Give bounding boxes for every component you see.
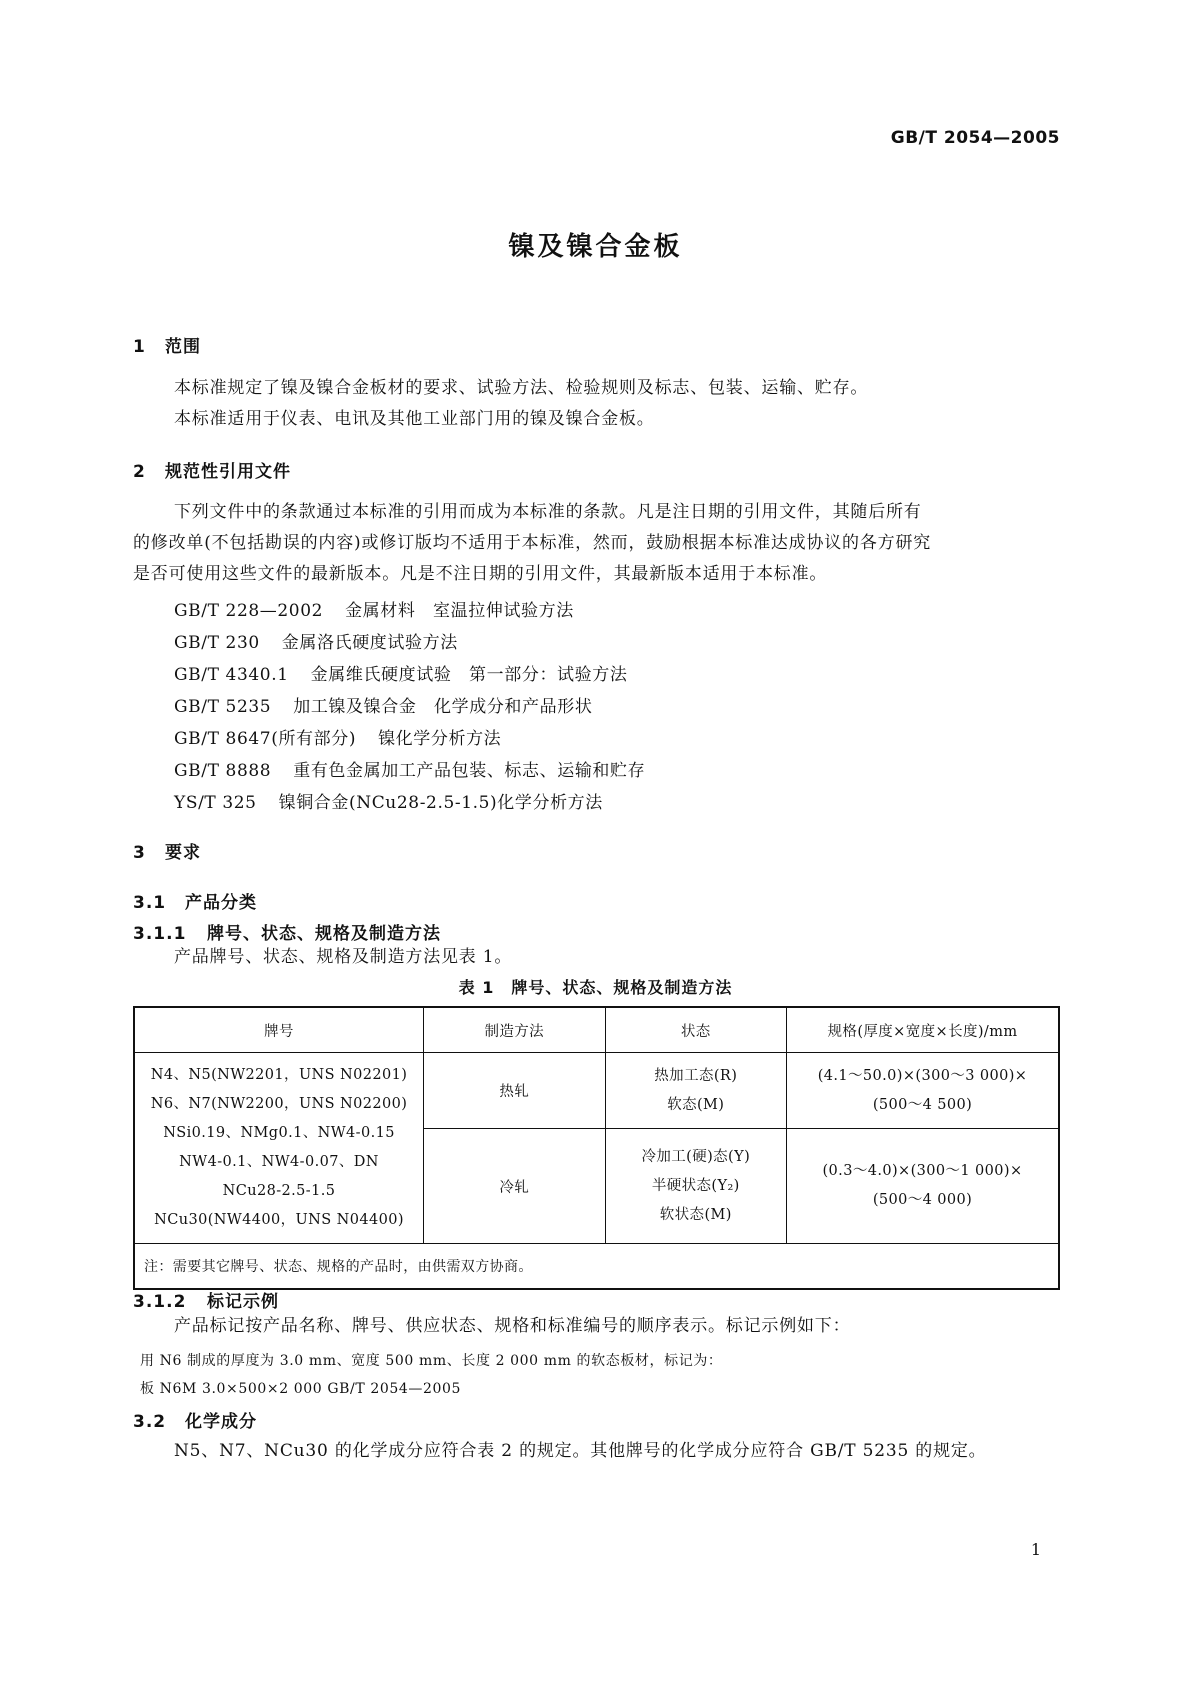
reference-code: GB/T 230 <box>174 633 260 653</box>
section-1-paragraph: 本标准规定了镍及镍合金板材的要求、试验方法、检验规则及标志、包装、运输、贮存。 <box>174 378 869 398</box>
spec-cell <box>787 1053 1059 1129</box>
reference-name: 重有色金属加工产品包装、标志、运输和贮存 <box>293 761 646 781</box>
section-2-intro-line: 的修改单(不包括勘误的内容)或修订版均不适用于本标准，然而，鼓励根据本标准达成协议的各方研究 <box>133 533 932 553</box>
spec-cell <box>787 1129 1059 1244</box>
reference-item <box>174 692 592 717</box>
section-2-intro-line: 下列文件中的条款通过本标准的引用而成为本标准的条款。凡是注日期的引用文件，其随后所有 <box>174 502 922 522</box>
section-3-1-title: 产品分类 <box>185 893 257 913</box>
grade-item: NW4-0.1、NW4-0.07、DN <box>179 1154 379 1170</box>
reference-name: 金属材料 室温拉伸试验方法 <box>345 601 574 621</box>
reference-name: 镍化学分析方法 <box>378 729 502 749</box>
grade-item: N4、N5(NW2201，UNS N02201) <box>150 1067 408 1083</box>
table-note-row <box>134 1244 1059 1290</box>
grade-item: NCu28-2.5-1.5 <box>222 1183 336 1199</box>
spec-item: (500～4 000) <box>872 1192 973 1209</box>
section-2-title: 规范性引用文件 <box>165 462 291 482</box>
section-3-2-body <box>133 1436 1060 1467</box>
section-3-1-1-text: 产品牌号、状态、规格及制造方法见表 1。 <box>174 947 513 967</box>
method-cell: 热轧 <box>424 1053 605 1129</box>
state-item: 热加工态(R) <box>654 1067 738 1084</box>
reference-name: 金属洛氏硬度试验方法 <box>281 633 458 653</box>
table-header-method: 制造方法 <box>424 1007 605 1053</box>
section-3-1-2-number: 3.1.2 <box>133 1292 187 1312</box>
section-3-1-2-text: 产品标记按产品名称、牌号、供应状态、规格和标准编号的顺序表示。标记示例如下： <box>174 1316 851 1336</box>
section-2-heading <box>133 457 291 482</box>
reference-code: GB/T 5235 <box>174 697 272 717</box>
section-3-title: 要求 <box>165 843 201 863</box>
section-3-2-text: N5、N7、NCu30 的化学成分应符合表 2 的规定。其他牌号的化学成分应符合 GB/T 5235 的规定。 <box>174 1441 987 1461</box>
state-cell <box>605 1053 787 1129</box>
document-title: 镍及镍合金板 <box>508 232 683 262</box>
section-1-paragraph: 本标准适用于仪表、电讯及其他工业部门用的镍及镍合金板。 <box>174 409 655 429</box>
reference-item <box>174 756 645 781</box>
method-cell: 冷轧 <box>424 1129 605 1244</box>
state-item: 冷加工(硬)态(Y) <box>641 1148 751 1165</box>
reference-code: GB/T 228—2002 <box>174 601 324 621</box>
reference-item <box>174 596 574 621</box>
marking-example-code: 板 N6M 3.0×500×2 000 GB/T 2054—2005 <box>140 1381 462 1397</box>
section-1-number: 1 <box>133 337 146 357</box>
section-3-2-title: 化学成分 <box>185 1412 257 1432</box>
table-row <box>134 1053 1059 1129</box>
grade-item: NSi0.19、NMg0.1、NW4-0.15 <box>163 1125 395 1141</box>
section-3-number: 3 <box>133 843 146 863</box>
section-3-1-1-number: 3.1.1 <box>133 924 187 944</box>
reference-code: YS/T 325 <box>174 793 257 813</box>
state-cell <box>605 1129 787 1244</box>
section-3-2-number: 3.2 <box>133 1412 167 1432</box>
table-header-row <box>134 1007 1059 1053</box>
reference-code: GB/T 8647(所有部分) <box>174 729 357 749</box>
reference-code: GB/T 8888 <box>174 761 272 781</box>
section-1-body <box>133 373 1060 435</box>
reference-item <box>174 788 603 813</box>
spec-item: (500～4 500) <box>872 1096 973 1113</box>
grade-cell <box>134 1053 424 1244</box>
section-3-heading <box>133 838 201 863</box>
section-3-1-1-title: 牌号、状态、规格及制造方法 <box>207 924 441 944</box>
table-1 <box>133 1006 1060 1290</box>
section-3-2-heading <box>133 1407 257 1432</box>
page-number: 1 <box>1030 1540 1041 1559</box>
reference-name: 金属维氏硬度试验 第一部分：试验方法 <box>310 665 628 685</box>
spec-item: (0.3～4.0)×(300～1 000)× <box>822 1163 1023 1180</box>
reference-item <box>174 660 627 685</box>
section-3-1-heading <box>133 888 257 913</box>
state-item: 半硬状态(Y₂) <box>651 1177 740 1194</box>
section-3-1-1-heading <box>133 919 441 944</box>
reference-name: 镍铜合金(NCu28-2.5-1.5)化学分析方法 <box>278 793 603 813</box>
reference-item <box>174 628 458 653</box>
reference-code: GB/T 4340.1 <box>174 665 289 685</box>
marking-example-line: 用 N6 制成的厚度为 3.0 mm、宽度 500 mm、长度 2 000 mm 的软态板材，标记为： <box>140 1353 723 1369</box>
grade-item: N6、N7(NW2200，UNS N02200) <box>150 1096 408 1112</box>
grade-item: NCu30(NW4400，UNS N04400) <box>154 1212 404 1228</box>
table-header-grade: 牌号 <box>134 1007 424 1053</box>
section-2-intro-line: 是否可使用这些文件的最新版本。凡是不注日期的引用文件，其最新版本适用于本标准。 <box>133 564 828 584</box>
section-2-intro <box>133 497 1060 590</box>
state-item: 软状态(M) <box>659 1206 732 1223</box>
section-3-1-1-body <box>133 942 1060 973</box>
reference-name: 加工镍及镍合金 化学成分和产品形状 <box>293 697 593 717</box>
section-2-number: 2 <box>133 462 146 482</box>
section-3-1-2-title: 标记示例 <box>207 1292 279 1312</box>
standard-code: GB/T 2054—2005 <box>890 128 1060 148</box>
table-header-spec: 规格(厚度×宽度×长度)/mm <box>787 1007 1059 1053</box>
section-3-1-number: 3.1 <box>133 893 167 913</box>
table-note: 注：需要其它牌号、状态、规格的产品时，由供需双方协商。 <box>134 1244 1059 1290</box>
section-3-1-2-heading <box>133 1287 279 1312</box>
spec-item: (4.1～50.0)×(300～3 000)× <box>817 1067 1028 1084</box>
state-item: 软态(M) <box>667 1096 725 1113</box>
section-1-heading <box>133 332 201 357</box>
reference-item <box>174 724 501 749</box>
section-3-1-2-body <box>133 1311 1060 1342</box>
section-1-title: 范围 <box>165 337 201 357</box>
table-1-caption: 表 1 牌号、状态、规格及制造方法 <box>458 978 733 997</box>
table-header-state: 状态 <box>605 1007 787 1053</box>
